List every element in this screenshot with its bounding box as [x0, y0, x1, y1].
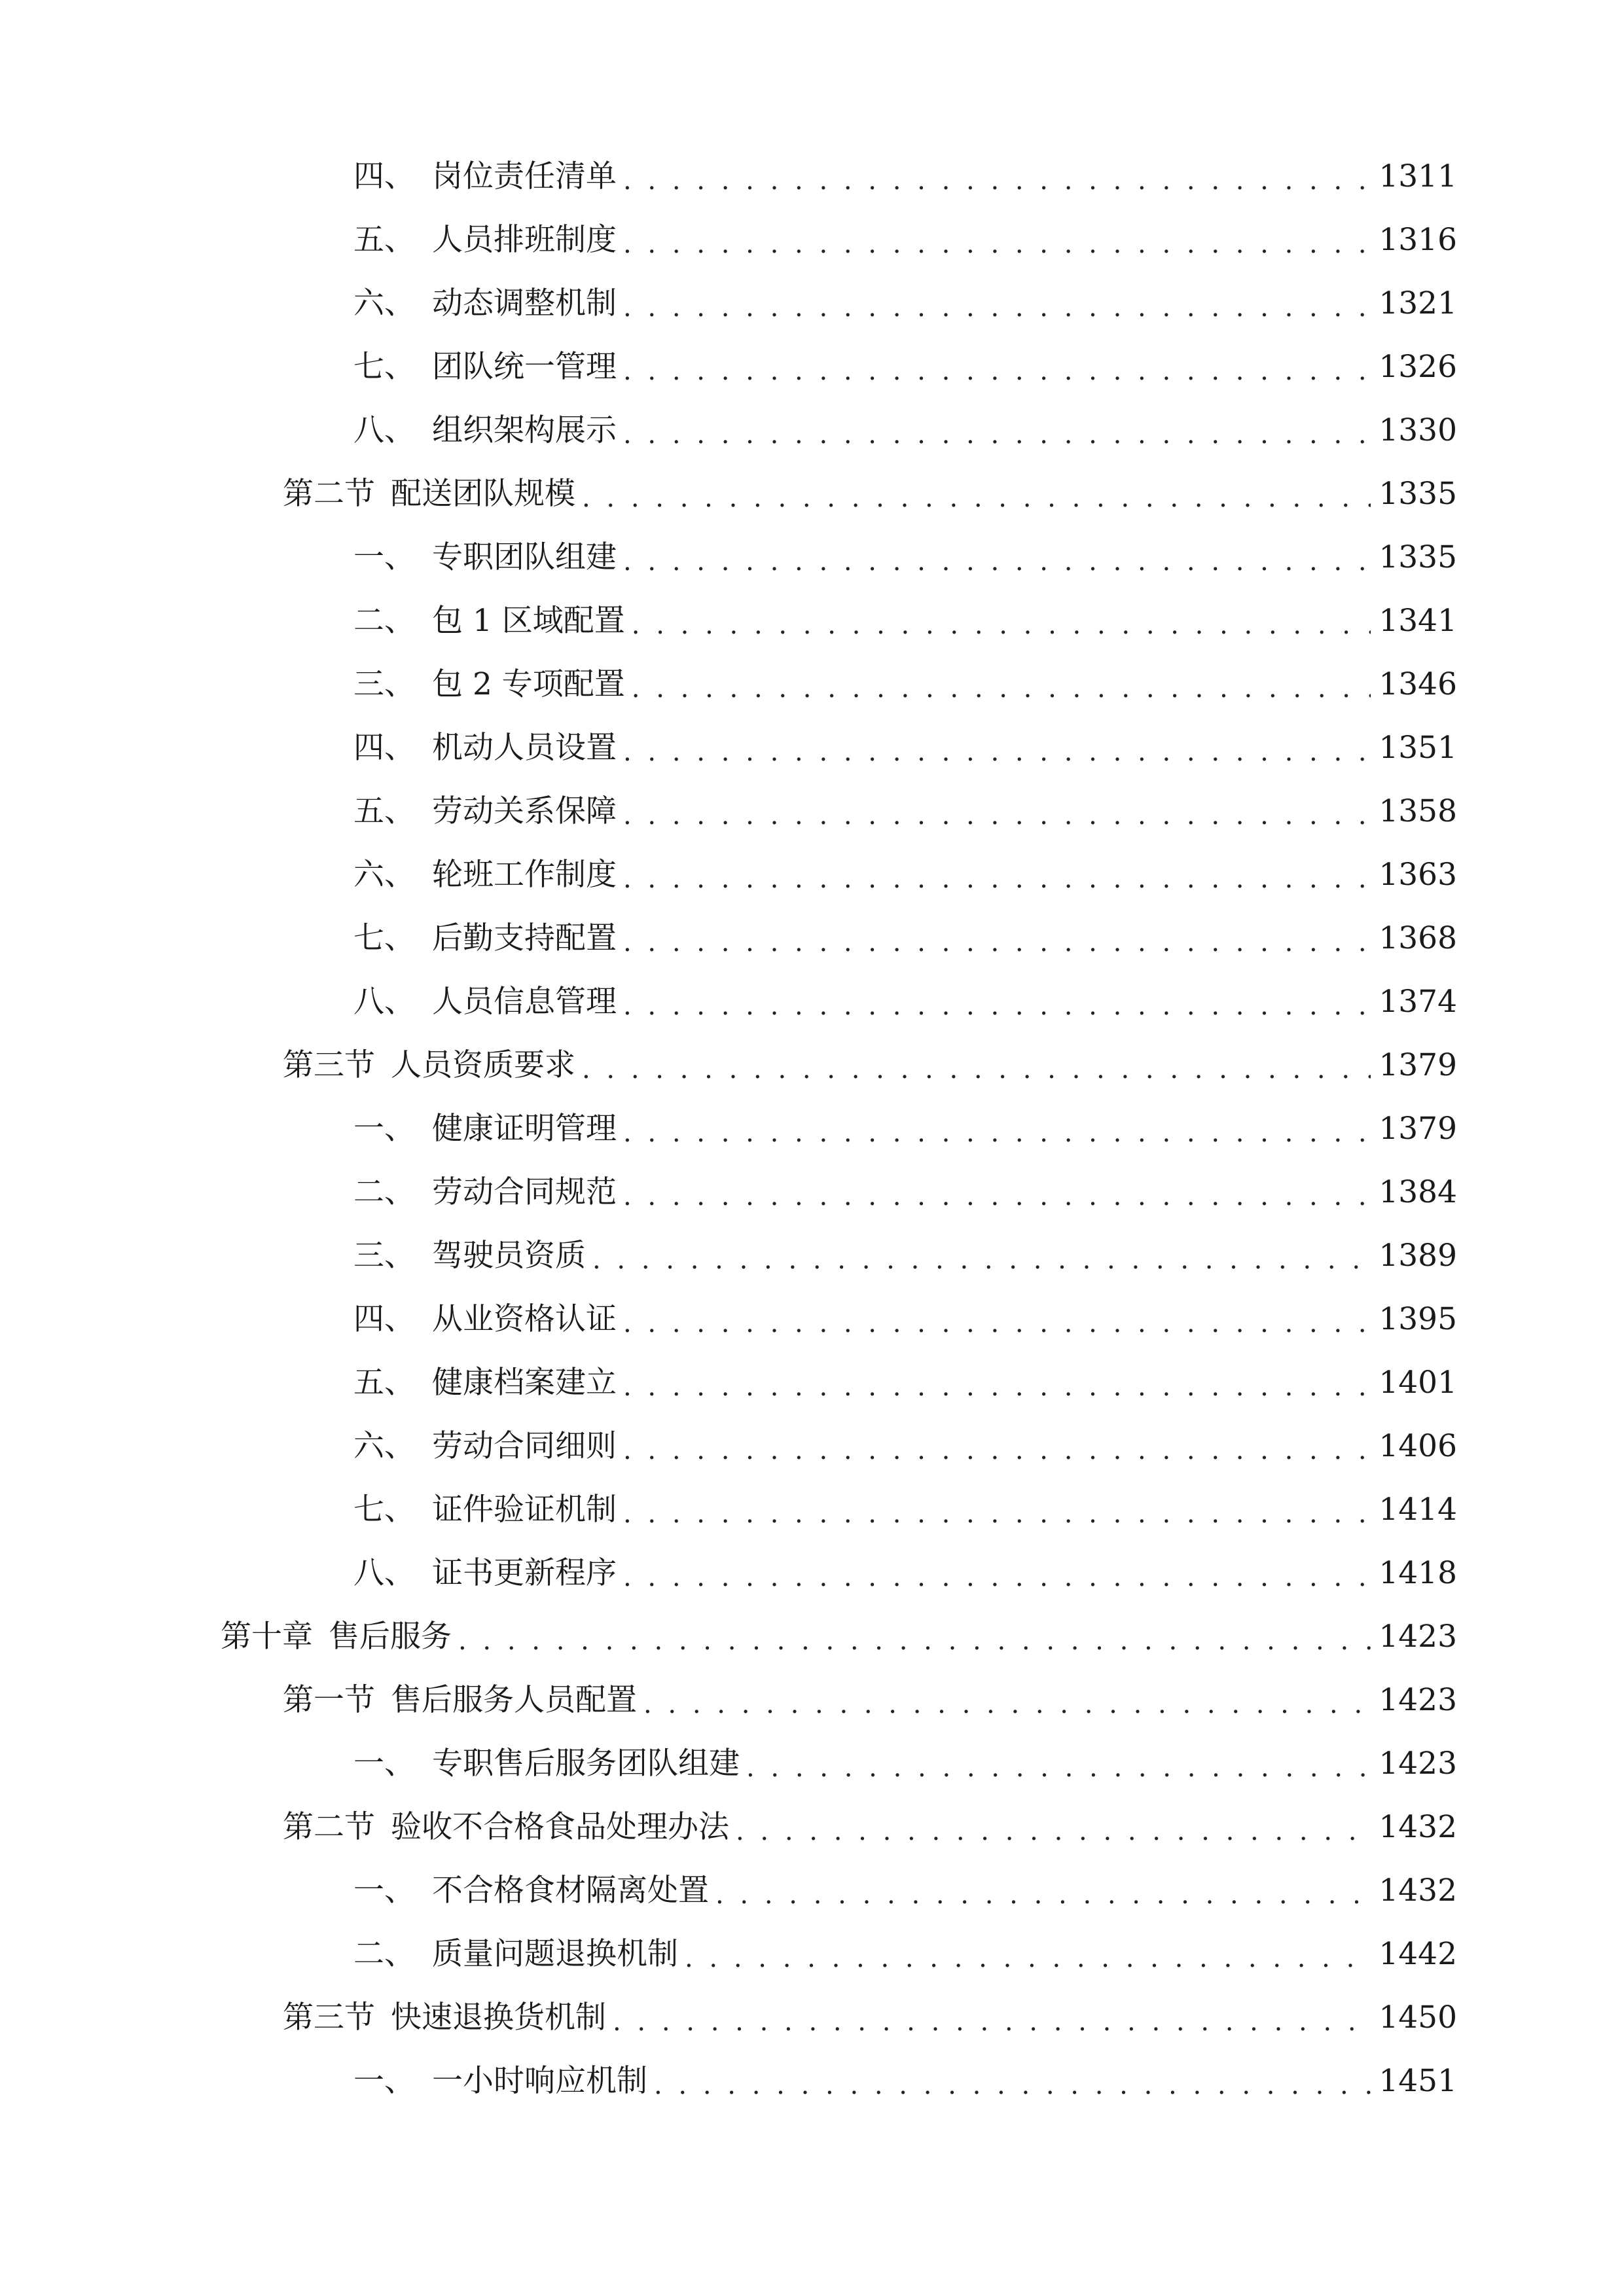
- entry-page-number: 1351: [1379, 730, 1457, 766]
- entry-page-number: 1414: [1379, 1492, 1457, 1528]
- entry-title: 人员资质要求: [391, 1047, 575, 1083]
- entry-number: 第二节: [283, 476, 375, 512]
- entry-number: 三、: [353, 1238, 415, 1274]
- entry-title: 配送团队规模: [391, 476, 575, 512]
- entry-number: 六、: [353, 857, 415, 893]
- dot-leader: [623, 341, 1371, 393]
- toc-entry[interactable]: [353, 1230, 1457, 1282]
- entry-number: 一、: [353, 2063, 415, 2099]
- toc-entry[interactable]: [353, 278, 1457, 330]
- entry-title: 劳动关系保障: [432, 793, 617, 829]
- dot-leader: [623, 214, 1371, 266]
- entry-number: 六、: [353, 285, 415, 321]
- entry-number: 五、: [353, 222, 415, 258]
- dot-leader: [736, 1801, 1371, 1854]
- entry-title: 组织架构展示: [432, 412, 617, 448]
- entry-page-number: 1423: [1379, 1619, 1457, 1655]
- toc-entry[interactable]: [283, 1039, 1457, 1092]
- entry-number: 一、: [353, 539, 415, 575]
- dot-leader: [643, 1674, 1371, 1727]
- entry-page-number: 1423: [1379, 1682, 1457, 1718]
- toc-entry[interactable]: [353, 404, 1457, 457]
- toc-entry[interactable]: [353, 1357, 1457, 1409]
- entry-title: 从业资格认证: [432, 1301, 617, 1337]
- entry-title: 驾驶员资质: [432, 1238, 586, 1274]
- entry-number: 七、: [353, 349, 415, 385]
- entry-page-number: 1395: [1379, 1301, 1457, 1337]
- toc-entry[interactable]: [353, 1928, 1457, 1981]
- entry-number: 第三节: [283, 1047, 375, 1083]
- entry-title: 动态调整机制: [432, 285, 617, 321]
- dot-leader: [623, 1166, 1371, 1219]
- entry-title: 证书更新程序: [432, 1555, 617, 1591]
- toc-entry[interactable]: [353, 341, 1457, 393]
- entry-page-number: 1335: [1379, 539, 1457, 575]
- entry-number: 第三节: [283, 2000, 375, 2036]
- entry-page-number: 1432: [1379, 1809, 1457, 1845]
- dot-leader: [623, 404, 1371, 457]
- toc-entry[interactable]: [353, 912, 1457, 965]
- dot-leader: [458, 1611, 1371, 1663]
- entry-page-number: 1311: [1379, 158, 1457, 194]
- entry-page-number: 1432: [1379, 1873, 1457, 1909]
- entry-page-number: 1358: [1379, 793, 1457, 829]
- entry-number: 七、: [353, 1492, 415, 1528]
- entry-page-number: 1406: [1379, 1428, 1457, 1464]
- entry-number: 八、: [353, 1555, 415, 1591]
- toc-entry[interactable]: [353, 849, 1457, 901]
- entry-title: 包 2 专项配置: [432, 666, 625, 702]
- entry-title: 质量问题退换机制: [432, 1936, 678, 1972]
- entry-title: 专职团队组建: [432, 539, 617, 575]
- entry-page-number: 1442: [1379, 1936, 1457, 1972]
- toc-entry[interactable]: [353, 1166, 1457, 1219]
- entry-number: 八、: [353, 412, 415, 448]
- entry-title: 劳动合同细则: [432, 1428, 617, 1464]
- entry-number: 二、: [353, 1936, 415, 1972]
- toc-entry[interactable]: [353, 1865, 1457, 1917]
- entry-title: 专职售后服务团队组建: [432, 1746, 740, 1782]
- dot-leader: [623, 1420, 1371, 1473]
- entry-title: 售后服务: [329, 1619, 452, 1655]
- entry-title: 验收不合格食品处理办法: [391, 1809, 729, 1845]
- dot-leader: [715, 1865, 1371, 1917]
- entry-page-number: 1374: [1379, 984, 1457, 1020]
- entry-title: 轮班工作制度: [432, 857, 617, 893]
- entry-number: 四、: [353, 1301, 415, 1337]
- dot-leader: [623, 1547, 1371, 1600]
- dot-leader: [623, 278, 1371, 330]
- toc-entry[interactable]: [353, 1547, 1457, 1600]
- toc-entry[interactable]: [353, 658, 1457, 711]
- entry-title: 人员信息管理: [432, 984, 617, 1020]
- toc-entry[interactable]: [353, 1293, 1457, 1346]
- dot-leader: [623, 1293, 1371, 1346]
- dot-leader: [592, 1230, 1371, 1282]
- toc-entry[interactable]: [283, 468, 1457, 520]
- dot-leader: [623, 976, 1371, 1028]
- dot-leader: [746, 1738, 1371, 1790]
- entry-number: 一、: [353, 1873, 415, 1909]
- entry-page-number: 1326: [1379, 349, 1457, 385]
- entry-title: 售后服务人员配置: [391, 1682, 637, 1718]
- entry-number: 第一节: [283, 1682, 375, 1718]
- toc-entry[interactable]: [353, 214, 1457, 266]
- entry-title: 包 1 区域配置: [432, 603, 625, 639]
- toc-entry[interactable]: [353, 2055, 1457, 2108]
- entry-title: 劳动合同规范: [432, 1174, 617, 1210]
- entry-page-number: 1368: [1379, 920, 1457, 956]
- entry-title: 快速退换货机制: [391, 2000, 606, 2036]
- entry-number: 八、: [353, 984, 415, 1020]
- entry-page-number: 1401: [1379, 1365, 1457, 1401]
- toc-entry[interactable]: [353, 1103, 1457, 1155]
- toc-entry[interactable]: [353, 595, 1457, 647]
- entry-number: 六、: [353, 1428, 415, 1464]
- entry-page-number: 1363: [1379, 857, 1457, 893]
- toc-entry[interactable]: [353, 151, 1457, 203]
- entry-page-number: 1346: [1379, 666, 1457, 702]
- entry-title: 证件验证机制: [432, 1492, 617, 1528]
- entry-page-number: 1341: [1379, 603, 1457, 639]
- entry-page-number: 1335: [1379, 476, 1457, 512]
- entry-page-number: 1418: [1379, 1555, 1457, 1591]
- entry-title: 后勤支持配置: [432, 920, 617, 956]
- entry-number: 第十章: [221, 1619, 313, 1655]
- entry-number: 四、: [353, 730, 415, 766]
- entry-number: 第二节: [283, 1809, 375, 1845]
- dot-leader: [613, 1992, 1371, 2044]
- toc-entry[interactable]: [353, 531, 1457, 584]
- entry-page-number: 1379: [1379, 1047, 1457, 1083]
- entry-number: 五、: [353, 793, 415, 829]
- entry-number: 五、: [353, 1365, 415, 1401]
- dot-leader: [623, 1103, 1371, 1155]
- entry-title: 团队统一管理: [432, 349, 617, 385]
- dot-leader: [623, 151, 1371, 203]
- dot-leader: [685, 1928, 1371, 1981]
- entry-page-number: 1423: [1379, 1746, 1457, 1782]
- dot-leader: [654, 2055, 1371, 2108]
- toc-entry[interactable]: [353, 785, 1457, 838]
- entry-title: 岗位责任清单: [432, 158, 617, 194]
- toc-entry[interactable]: [353, 1420, 1457, 1473]
- entry-title: 不合格食材隔离处置: [432, 1873, 709, 1909]
- toc-entry[interactable]: [353, 722, 1457, 774]
- entry-title: 健康证明管理: [432, 1111, 617, 1147]
- dot-leader: [582, 1039, 1371, 1092]
- entry-number: 三、: [353, 666, 415, 702]
- dot-leader: [582, 468, 1371, 520]
- entry-page-number: 1379: [1379, 1111, 1457, 1147]
- entry-page-number: 1450: [1379, 2000, 1457, 2036]
- entry-title: 一小时响应机制: [432, 2063, 647, 2099]
- entry-number: 一、: [353, 1746, 415, 1782]
- entry-page-number: 1451: [1379, 2063, 1457, 2099]
- toc-entry[interactable]: [353, 1738, 1457, 1790]
- dot-leader: [623, 912, 1371, 965]
- entry-number: 七、: [353, 920, 415, 956]
- entry-number: 二、: [353, 603, 415, 639]
- dot-leader: [623, 722, 1371, 774]
- dot-leader: [623, 1484, 1371, 1536]
- entry-title: 人员排班制度: [432, 222, 617, 258]
- toc-entry[interactable]: [353, 1484, 1457, 1536]
- toc-entry[interactable]: [283, 1674, 1457, 1727]
- entry-page-number: 1330: [1379, 412, 1457, 448]
- entry-page-number: 1384: [1379, 1174, 1457, 1210]
- entry-page-number: 1389: [1379, 1238, 1457, 1274]
- toc-entry[interactable]: [283, 1801, 1457, 1854]
- toc-entry[interactable]: [283, 1992, 1457, 2044]
- entry-page-number: 1316: [1379, 222, 1457, 258]
- dot-leader: [632, 658, 1371, 711]
- entry-page-number: 1321: [1379, 285, 1457, 321]
- toc-entry[interactable]: [221, 1611, 1457, 1663]
- entry-title: 健康档案建立: [432, 1365, 617, 1401]
- entry-title: 机动人员设置: [432, 730, 617, 766]
- entry-number: 一、: [353, 1111, 415, 1147]
- dot-leader: [632, 595, 1371, 647]
- dot-leader: [623, 849, 1371, 901]
- dot-leader: [623, 785, 1371, 838]
- dot-leader: [623, 531, 1371, 584]
- entry-number: 四、: [353, 158, 415, 194]
- dot-leader: [623, 1357, 1371, 1409]
- toc-entry[interactable]: [353, 976, 1457, 1028]
- entry-number: 二、: [353, 1174, 415, 1210]
